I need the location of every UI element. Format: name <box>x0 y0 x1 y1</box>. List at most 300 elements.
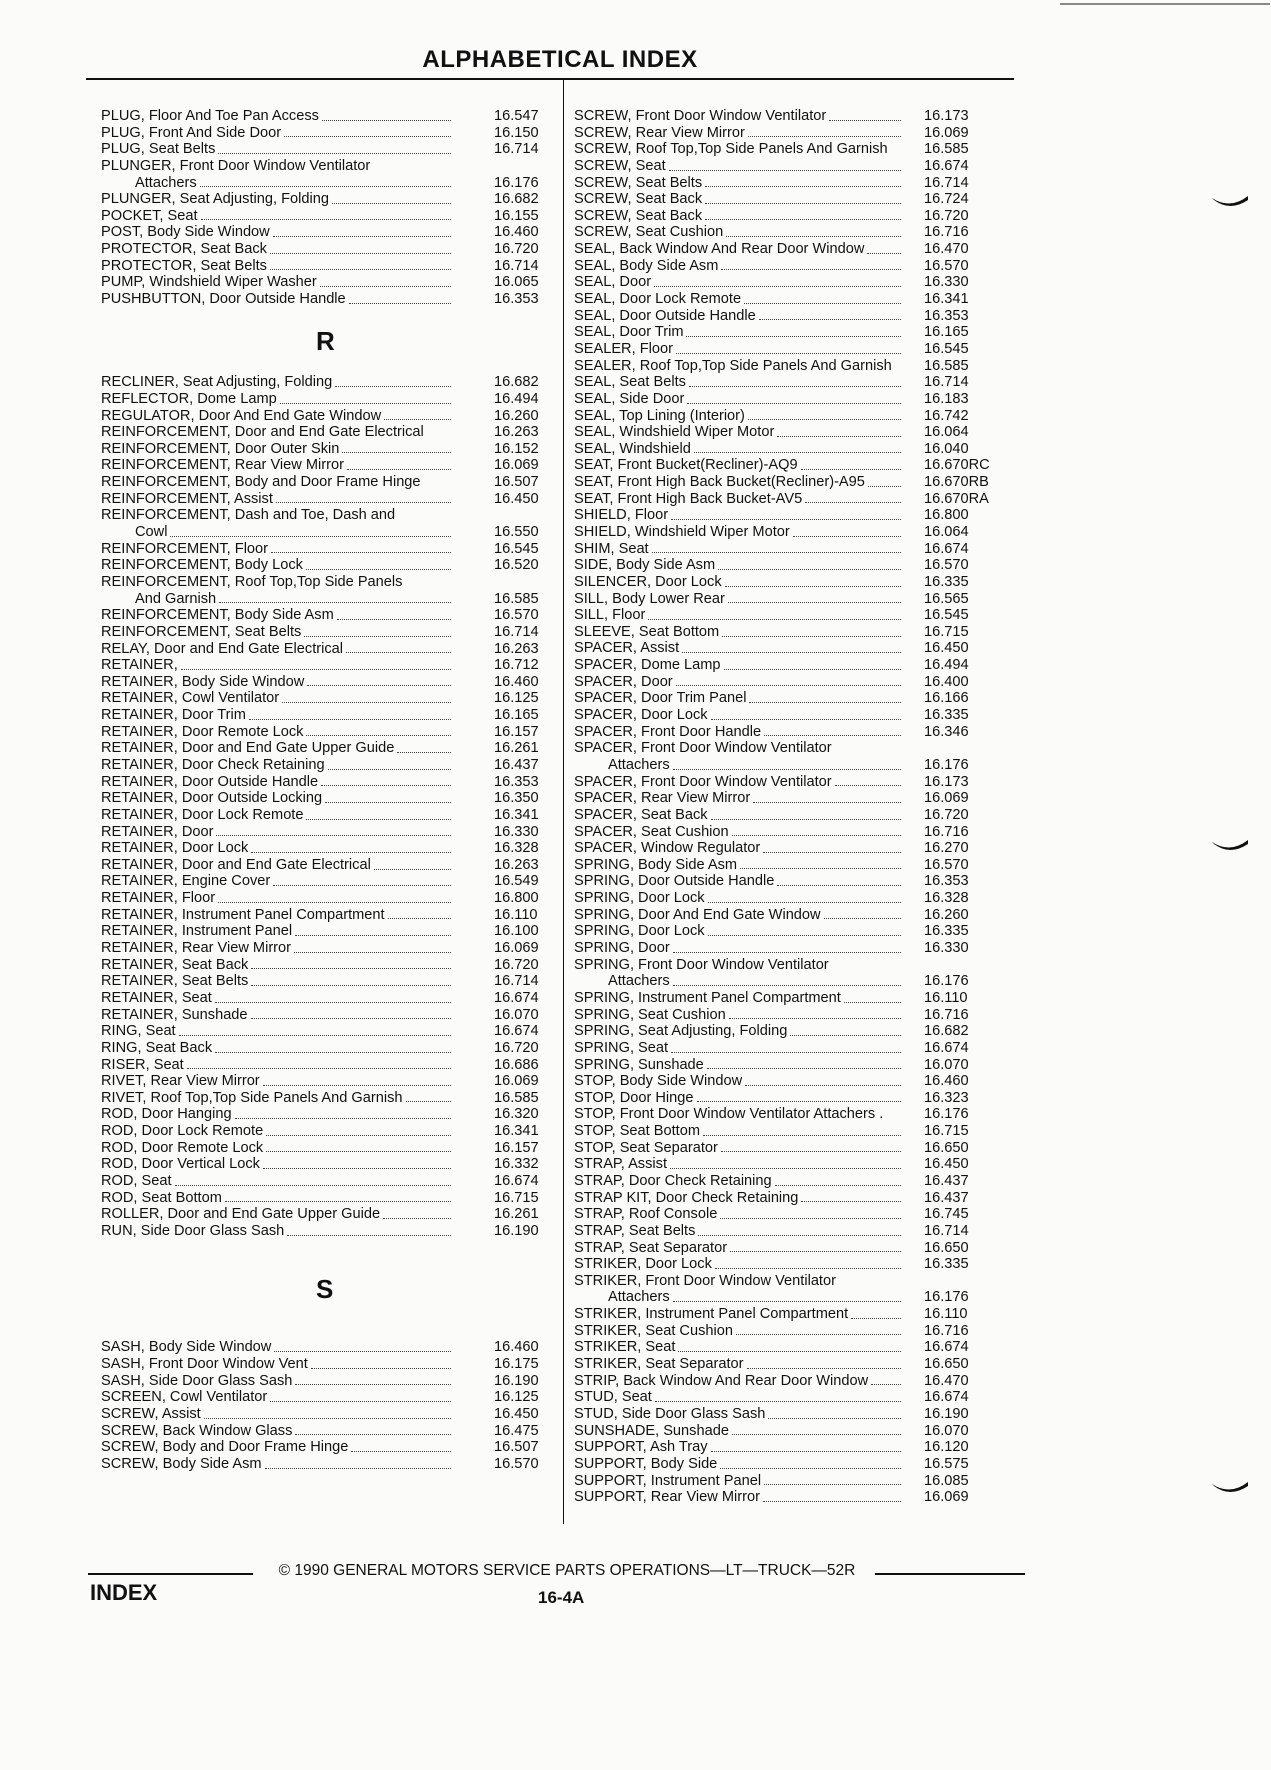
dot-leader <box>708 935 901 936</box>
index-entry <box>101 125 556 142</box>
index-entry-label: SCREW, Seat Belts <box>574 174 703 191</box>
index-entry <box>574 840 994 857</box>
index-entry <box>574 1007 994 1024</box>
index-entry-label: STUD, Side Door Glass Sash <box>574 1405 766 1422</box>
index-entry <box>574 990 994 1007</box>
index-entry <box>101 1140 556 1157</box>
index-entry-label: RETAINER, Door Trim <box>101 707 246 724</box>
index-entry-page: 16.100 <box>494 923 539 940</box>
index-entry-label: PLUG, Floor And Toe Pan Access <box>101 107 319 124</box>
index-entry-page: 16.682 <box>494 191 539 208</box>
dot-leader <box>282 702 451 703</box>
index-entry <box>101 1423 556 1440</box>
index-entry <box>574 707 994 724</box>
dot-leader <box>251 985 451 986</box>
index-entry-label: REINFORCEMENT, Body Lock <box>101 557 303 574</box>
scan-edge-line <box>1060 3 1270 5</box>
index-entry <box>574 141 994 158</box>
index-entry-label: SUPPORT, Body Side <box>574 1455 718 1472</box>
index-entry <box>574 674 994 691</box>
index-entry <box>574 408 994 425</box>
index-entry-page: 16.570 <box>494 1455 539 1472</box>
index-entry-label: RETAINER, Door Lock <box>101 840 249 857</box>
index-entry-label: SEAL, Door Outside Handle <box>574 307 756 324</box>
index-entry-heading: SPRING, Front Door Window Ventilator <box>574 956 829 973</box>
index-entry-page: 16.064 <box>924 424 969 441</box>
dot-leader <box>321 785 451 786</box>
dot-leader <box>747 1368 901 1369</box>
dot-leader <box>835 785 901 786</box>
index-entry-page: 16.353 <box>494 291 539 308</box>
index-entry-page: 16.270 <box>924 840 969 857</box>
index-entry-label: SILL, Body Lower Rear <box>574 590 725 607</box>
dot-leader <box>265 1468 451 1469</box>
index-entry-label: SEAL, Windshield Wiper Motor <box>574 424 775 441</box>
index-entry <box>101 1206 556 1223</box>
index-entry <box>574 524 994 541</box>
index-entry-page: 16.674 <box>924 1389 969 1406</box>
dot-leader <box>722 636 901 637</box>
index-entry <box>574 657 994 674</box>
dot-leader <box>775 1185 901 1186</box>
index-entry-label: SPACER, Door <box>574 673 673 690</box>
index-entry-page: 16.724 <box>924 191 969 208</box>
index-entry <box>101 874 556 891</box>
index-entry-label: STRAP, Assist <box>574 1156 667 1173</box>
dot-leader <box>871 1384 901 1385</box>
index-entry-label: SPACER, Seat Back <box>574 806 708 823</box>
index-entry-label: PUSHBUTTON, Door Outside Handle <box>101 291 346 308</box>
dot-leader <box>764 735 901 736</box>
index-entry-label: ROD, Seat Bottom <box>101 1189 222 1206</box>
dot-leader <box>251 1018 451 1019</box>
index-entry <box>574 973 994 990</box>
index-entry-page: 16.353 <box>494 773 539 790</box>
dot-leader <box>306 569 451 570</box>
index-entry-page: 16.720 <box>924 806 969 823</box>
index-entry-page: 16.176 <box>924 1106 969 1123</box>
index-entry <box>101 690 556 707</box>
index-entry <box>574 208 994 225</box>
dot-leader <box>251 968 451 969</box>
index-entry-label: RETAINER, Door Outside Handle <box>101 773 319 790</box>
dot-leader <box>676 353 901 354</box>
index-entry-page: 16.110 <box>924 989 968 1006</box>
index-entry-page: 16.674 <box>494 1023 539 1040</box>
index-entry-label: SCREW, Front Door Window Ventilator <box>574 107 827 124</box>
index-entry-label: SPACER, Dome Lamp <box>574 657 721 674</box>
index-entry <box>101 557 556 574</box>
index-entry-page: 16.069 <box>924 1489 969 1506</box>
index-entry <box>101 108 556 125</box>
dot-leader <box>694 452 901 453</box>
index-entry-page: 16.353 <box>924 307 969 324</box>
index-entry-page: 16.176 <box>494 174 539 191</box>
title-divider <box>86 78 1014 80</box>
index-entry-label: RETAINER, Door and End Gate Upper Guide <box>101 740 395 757</box>
dot-leader <box>337 619 451 620</box>
index-entry-page: 16.176 <box>924 756 969 773</box>
column-divider <box>563 80 564 1524</box>
index-entry-label: STRIKER, Seat Separator <box>574 1356 744 1373</box>
index-entry-label: PROTECTOR, Seat Belts <box>101 257 267 274</box>
index-entry-page: 16.183 <box>924 390 969 407</box>
index-entry-label: SEAL, Door <box>574 274 652 291</box>
dot-leader <box>720 1468 901 1469</box>
binder-hole-mark <box>1212 840 1248 850</box>
index-entry <box>574 1140 994 1157</box>
index-entry-label: SPACER, Seat Cushion <box>574 823 729 840</box>
index-entry <box>574 457 994 474</box>
index-entry <box>574 424 994 441</box>
index-entry <box>101 1190 556 1207</box>
index-entry-label: RETAINER, Body Side Window <box>101 673 305 690</box>
index-entry-label: RETAINER, Seat <box>101 989 212 1006</box>
index-entry-page: 16.157 <box>494 1139 539 1156</box>
index-entry-label: SCREW, Assist <box>101 1406 201 1423</box>
index-entry-label: SHIELD, Floor <box>574 507 669 524</box>
footer-section-label: INDEX <box>90 1580 158 1605</box>
dot-leader <box>740 868 901 869</box>
dot-leader <box>322 120 451 121</box>
dot-leader <box>304 636 451 637</box>
index-entry-label: SILL, Floor <box>574 607 646 624</box>
index-entry <box>101 1073 556 1090</box>
dot-leader <box>235 1118 451 1119</box>
index-entry-page: 16.585 <box>494 1089 539 1106</box>
index-entry-page: 16.263 <box>494 856 539 873</box>
index-entry <box>101 208 556 225</box>
index-entry-page: 16.460 <box>924 1073 969 1090</box>
index-entry-page: 16.716 <box>924 1006 969 1023</box>
index-entry-page: 16.190 <box>494 1222 539 1239</box>
index-entry-label: PUMP, Windshield Wiper Washer <box>101 274 317 291</box>
index-entry <box>574 341 994 358</box>
dot-leader <box>397 752 451 753</box>
index-entry-page: 16.475 <box>494 1422 539 1439</box>
dot-leader <box>175 1185 451 1186</box>
index-entry-page: 16.173 <box>924 107 969 124</box>
index-entry-label: SHIELD, Windshield Wiper Motor <box>574 524 790 540</box>
index-entry-label: RING, Seat Back <box>101 1039 213 1056</box>
index-entry-label: PLUG, Front And Side Door <box>101 124 282 141</box>
dot-leader <box>266 1135 451 1136</box>
footer-rule-right <box>875 1573 1025 1575</box>
index-entry-label: PLUG, Seat Belts <box>101 141 216 158</box>
index-entry <box>574 1223 994 1240</box>
dot-leader <box>682 652 901 653</box>
index-entry-page: 16.166 <box>924 690 969 707</box>
index-entry-page: 16.714 <box>924 1222 969 1239</box>
index-entry-heading: SPACER, Front Door Window Ventilator <box>574 740 832 757</box>
index-entry <box>574 1439 994 1456</box>
index-entry-page: 16.470 <box>924 241 969 258</box>
index-entry-page: 16.437 <box>924 1172 969 1189</box>
index-entry-page: 16.470 <box>924 1372 969 1389</box>
index-entry <box>101 1339 556 1356</box>
index-entry-page: 16.335 <box>924 923 969 940</box>
index-entry-label: RISER, Seat <box>101 1056 184 1073</box>
index-entry <box>101 1173 556 1190</box>
dot-leader <box>725 586 901 587</box>
index-entry-label: ROD, Door Hanging <box>101 1106 232 1123</box>
index-entry-page: 16.176 <box>924 973 969 990</box>
index-entry-label: REINFORCEMENT, Assist <box>101 490 273 507</box>
index-entry-page: 16.686 <box>494 1056 539 1073</box>
index-entry-label: REINFORCEMENT, Body and Door Frame Hinge <box>101 474 421 491</box>
index-entry <box>101 474 556 491</box>
index-entry-label: SCREW, Seat Back <box>574 207 703 224</box>
index-entry <box>574 1106 994 1123</box>
dot-leader <box>720 1218 901 1219</box>
index-entry-label: SPRING, Sunshade <box>574 1056 704 1073</box>
index-entry-label: SPRING, Seat Cushion <box>574 1006 726 1023</box>
index-entry-page: 16.674 <box>924 540 969 557</box>
index-entry-heading: REINFORCEMENT, Roof Top,Top Side Panels <box>101 573 403 590</box>
index-entry <box>101 457 556 474</box>
index-entry-page: 16.460 <box>494 224 539 241</box>
index-entry-heading: STRIKER, Front Door Window Ventilator <box>574 1272 836 1289</box>
index-entry-label: SPACER, Front Door Window Ventilator <box>574 773 832 790</box>
dot-leader <box>711 719 901 720</box>
index-entry <box>101 907 556 924</box>
dot-leader <box>768 1418 901 1419</box>
footer-page-number: 16-4A <box>538 1588 585 1607</box>
index-entry-label: RETAINER, Door Remote Lock <box>101 723 304 740</box>
index-entry <box>574 1073 994 1090</box>
dot-leader <box>384 419 451 420</box>
index-entry-page: 16.714 <box>924 374 969 391</box>
dot-leader <box>673 769 901 770</box>
dot-leader <box>669 170 901 171</box>
dot-leader <box>351 1451 451 1452</box>
index-entry-label: Cowl <box>135 524 168 541</box>
footer-copyright: © 1990 GENERAL MOTORS SERVICE PARTS OPERATIONS—LT—TRUCK—52R <box>278 1562 856 1579</box>
index-entry-page: 16.437 <box>494 757 539 773</box>
index-entry <box>101 774 556 791</box>
index-entry <box>101 524 556 541</box>
index-entry-page: 16.150 <box>494 124 539 141</box>
index-entry-label: SCREW, Seat Back <box>574 191 703 208</box>
dot-leader <box>724 669 901 670</box>
index-entry-page: 16.069 <box>494 1073 539 1090</box>
index-entry-page: 16.520 <box>494 557 539 574</box>
index-entry-label: SPACER, Rear View Mirror <box>574 790 751 807</box>
dot-leader <box>678 1351 901 1352</box>
index-entry-page: 16.165 <box>924 324 969 341</box>
index-entry <box>101 1040 556 1057</box>
dot-leader <box>753 802 901 803</box>
dot-leader <box>332 203 451 204</box>
index-entry-page: 16.261 <box>494 740 539 757</box>
index-entry-page: 16.714 <box>924 174 969 191</box>
dot-leader <box>707 1068 901 1069</box>
index-entry-label: SEAT, Front Bucket(Recliner)-AQ9 <box>574 457 798 474</box>
index-entry-page: 16.800 <box>494 890 539 907</box>
index-entry <box>101 1356 556 1373</box>
index-entry-page: 16.040 <box>924 440 969 457</box>
index-entry-page: 16.545 <box>494 540 539 557</box>
index-entry-page: 16.720 <box>494 1039 539 1056</box>
index-entry-label: ROD, Door Vertical Lock <box>101 1156 260 1173</box>
index-entry-page: 16.450 <box>494 1406 539 1423</box>
index-entry-label: SPRING, Seat Adjusting, Folding <box>574 1023 788 1040</box>
index-entry-page: 16.069 <box>494 940 539 957</box>
dot-leader <box>218 153 451 154</box>
index-entry-page: 16.332 <box>494 1156 539 1173</box>
index-entry-label: RELAY, Door and End Gate Electrical <box>101 640 344 657</box>
dot-leader <box>715 1268 901 1269</box>
index-entry-label: SHIM, Seat <box>574 540 649 557</box>
dot-leader <box>868 486 901 487</box>
index-entry <box>574 1123 994 1140</box>
dot-leader <box>179 1035 451 1036</box>
dot-leader <box>218 902 451 903</box>
dot-leader <box>732 1434 901 1435</box>
index-entry <box>101 807 556 824</box>
index-entry-page: 16.400 <box>924 673 969 690</box>
index-entry-label: REINFORCEMENT, Floor <box>101 540 269 557</box>
index-entry-page: 16.670RA <box>924 490 989 507</box>
index-entry-page: 16.110 <box>924 1306 968 1323</box>
spacer <box>101 1240 556 1257</box>
index-entry-label: SPACER, Window Regulator <box>574 840 761 857</box>
index-entry-page: 16.330 <box>924 940 969 957</box>
index-entry-page: 16.328 <box>924 890 969 907</box>
index-entry-label: STOP, Seat Bottom <box>574 1123 701 1140</box>
dot-leader <box>844 1002 901 1003</box>
index-entry-page: 16.120 <box>924 1439 969 1456</box>
dot-leader <box>671 519 901 520</box>
index-entry-label: SPACER, Assist <box>574 640 680 657</box>
dot-leader <box>728 602 901 603</box>
index-entry <box>101 408 556 425</box>
index-entry <box>574 1356 994 1373</box>
index-entry <box>574 1373 994 1390</box>
dot-leader <box>718 569 901 570</box>
index-entry <box>574 757 994 774</box>
index-entry-page: 16.263 <box>494 640 539 657</box>
binder-hole-mark <box>1212 196 1248 206</box>
index-entry-page: 16.125 <box>494 690 539 707</box>
index-entry <box>101 973 556 990</box>
index-entry-page: 16.720 <box>494 956 539 973</box>
dot-leader <box>759 319 901 320</box>
index-entry <box>574 873 994 890</box>
index-entry-label: REINFORCEMENT, Seat Belts <box>101 623 302 640</box>
index-entry-heading: REINFORCEMENT, Dash and Toe, Dash and <box>101 507 396 524</box>
index-entry-page: 16.720 <box>924 207 969 224</box>
index-entry <box>574 324 994 341</box>
index-entry-page: 16.720 <box>494 241 539 258</box>
index-entry-page: 16.494 <box>924 657 969 674</box>
index-entry-label: SPACER, Front Door Handle <box>574 723 762 740</box>
index-entry <box>574 1057 994 1074</box>
index-entry-label: SPRING, Door Lock <box>574 923 705 940</box>
index-entry-label: SUPPORT, Instrument Panel <box>574 1472 762 1489</box>
index-entry-page: 16.260 <box>494 407 539 424</box>
index-entry <box>101 441 556 458</box>
index-entry <box>101 890 556 907</box>
index-entry-label: RETAINER, Seat Back <box>101 956 249 973</box>
index-entry <box>101 224 556 241</box>
dot-leader <box>328 769 451 770</box>
index-entry-label: SEAL, Windshield <box>574 440 691 457</box>
index-entry-page: 16.070 <box>924 1422 969 1439</box>
index-entry-label: RING, Seat <box>101 1023 176 1040</box>
index-column-left <box>101 108 556 1473</box>
index-entry <box>574 790 994 807</box>
index-entry-label: STRIKER, Instrument Panel Compartment <box>574 1306 849 1323</box>
dot-leader <box>201 219 451 220</box>
dot-leader <box>676 685 901 686</box>
dot-leader <box>346 652 451 653</box>
index-entry <box>101 1057 556 1074</box>
index-entry <box>574 607 994 624</box>
index-entry-label: STRAP, Roof Console <box>574 1206 718 1223</box>
index-entry-page: 16.674 <box>494 989 539 1006</box>
index-entry <box>574 690 994 707</box>
index-entry-label: RETAINER, Door Lock Remote <box>101 806 304 823</box>
index-entry-label: SEAL, Seat Belts <box>574 374 686 391</box>
index-entry-page: 16.263 <box>494 424 539 441</box>
index-entry-label: RIVET, Rear View Mirror <box>101 1073 260 1090</box>
dot-leader <box>867 253 901 254</box>
index-entry-page: 16.570 <box>924 856 969 873</box>
dot-leader <box>274 1351 451 1352</box>
index-entry-label: RETAINER, Rear View Mirror <box>101 940 292 957</box>
index-entry <box>574 574 994 591</box>
dot-leader <box>851 1318 901 1319</box>
index-entry-page: 16.437 <box>924 1189 969 1206</box>
dot-leader <box>829 120 901 121</box>
index-entry <box>574 1306 994 1323</box>
index-entry-label: Attachers <box>135 174 197 191</box>
index-entry-page: 16.745 <box>924 1206 969 1223</box>
index-entry-label: STRIKER, Seat Cushion <box>574 1322 733 1339</box>
index-entry-page: 16.157 <box>494 723 539 740</box>
index-entry <box>101 1406 556 1423</box>
index-entry-heading: PLUNGER, Front Door Window Ventilator <box>101 157 371 174</box>
index-entry <box>101 840 556 857</box>
index-entry-label: RETAINER, Cowl Ventilator <box>101 690 280 707</box>
dot-leader <box>711 819 901 820</box>
dot-leader <box>736 1334 901 1335</box>
index-entry-page: 16.190 <box>924 1405 969 1422</box>
index-entry <box>101 291 556 308</box>
index-entry-label: Attachers <box>608 1289 670 1306</box>
index-entry-page: 16.650 <box>924 1356 969 1373</box>
dot-leader <box>721 1151 901 1152</box>
dot-leader <box>388 918 451 919</box>
index-entry-label: RETAINER, Door and End Gate Electrical <box>101 856 371 873</box>
dot-leader <box>335 386 451 387</box>
index-entry-page: 16.070 <box>494 1006 539 1023</box>
index-entry-page: 16.152 <box>494 440 539 457</box>
index-entry-label: SPRING, Seat <box>574 1039 669 1056</box>
index-entry-label: RETAINER, <box>101 657 178 674</box>
index-entry-label: SILENCER, Door Lock <box>574 573 722 590</box>
index-entry <box>574 1190 994 1207</box>
dot-leader <box>687 403 901 404</box>
dot-leader <box>320 286 451 287</box>
index-entry <box>101 491 556 508</box>
index-entry-label: SCREW, Seat <box>574 157 666 174</box>
index-entry-page: 16.165 <box>494 707 539 724</box>
index-entry-page: 16.460 <box>494 1339 539 1356</box>
index-entry-page: 16.260 <box>924 906 969 923</box>
index-entry <box>574 258 994 275</box>
